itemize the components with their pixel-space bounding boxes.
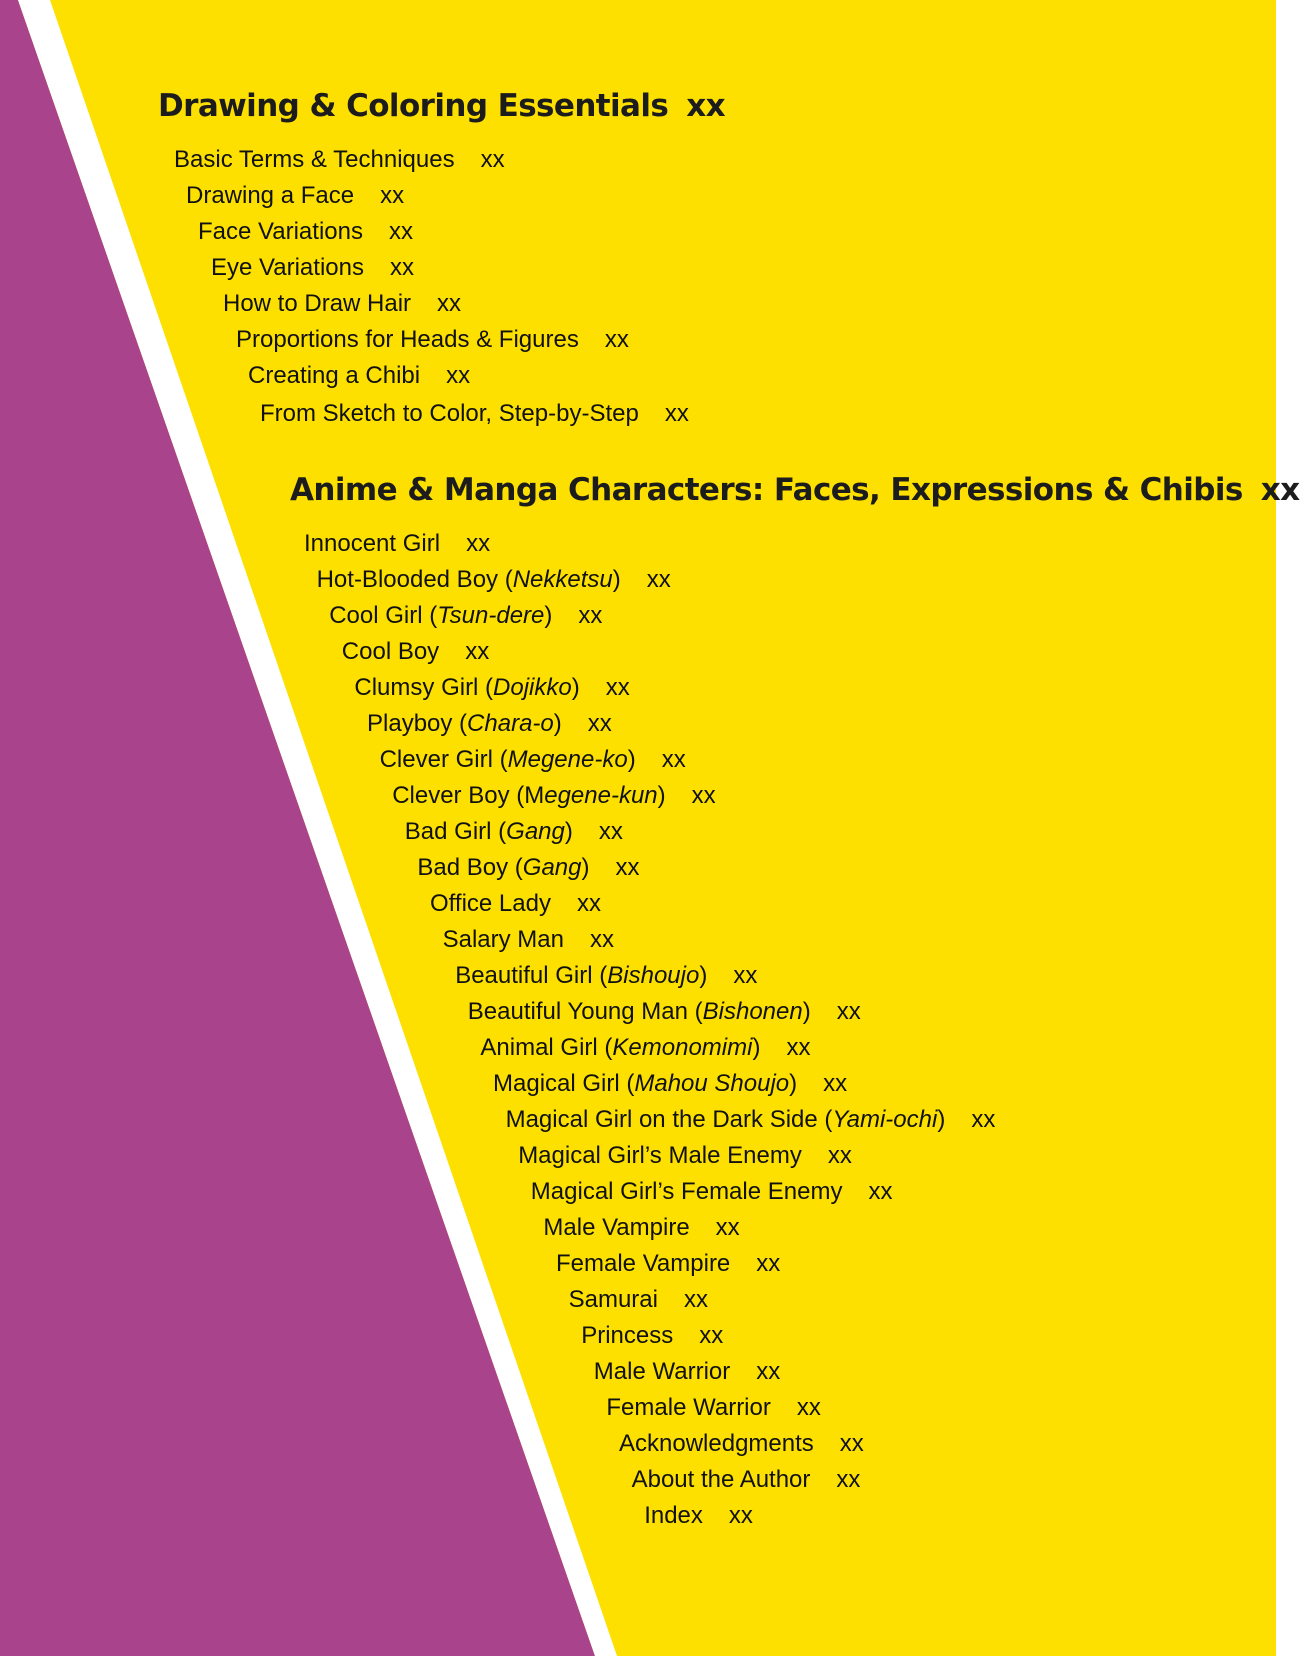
entry-label: Male Vampire <box>543 1214 690 1241</box>
entry-closing-paren: ) <box>612 566 621 593</box>
entry-label: Office Lady <box>430 890 551 917</box>
section-page-number: xx <box>686 88 726 124</box>
toc-entry[interactable] <box>506 1106 996 1134</box>
toc-entry[interactable] <box>198 218 413 246</box>
entry-closing-paren: ) <box>571 674 580 701</box>
entry-japanese-term: Chara-o <box>467 710 554 737</box>
entry-japanese-term: Gang <box>506 818 565 845</box>
toc-entry[interactable] <box>594 1358 780 1386</box>
entry-label: Proportions for Heads & Figures <box>236 326 579 353</box>
entry-label: Princess <box>581 1322 674 1349</box>
section-title-text: Anime & Manga Characters: Faces, Expressions & Chibis <box>290 472 1243 508</box>
entry-closing-paren: ) <box>802 998 811 1025</box>
toc-entry[interactable] <box>606 1394 820 1422</box>
entry-label: Male Warrior <box>593 1358 731 1385</box>
entry-label: Drawing a Face <box>186 182 355 209</box>
entry-page-number: xx <box>615 854 640 881</box>
entry-page-number: xx <box>683 1286 708 1313</box>
toc-entry[interactable] <box>468 998 861 1026</box>
entry-page-number: xx <box>576 890 601 917</box>
toc-entry[interactable] <box>236 326 629 354</box>
entry-japanese-term: egene-kun <box>544 782 658 809</box>
entry-page-number: xx <box>733 962 758 989</box>
entry-page-number: xx <box>664 400 689 427</box>
entry-closing-paren: ) <box>699 962 708 989</box>
toc-entry[interactable] <box>223 290 461 318</box>
entry-label: From Sketch to Color, Step-by-Step <box>260 400 639 427</box>
entry-closing-paren: ) <box>937 1106 946 1133</box>
entry-closing-paren: ) <box>627 746 636 773</box>
entry-page-number: xx <box>388 218 413 245</box>
entry-label: Bad Girl ( <box>404 818 507 845</box>
toc-entry[interactable] <box>392 782 715 810</box>
toc-entry[interactable] <box>380 746 686 774</box>
entry-japanese-term: Yami-ochi <box>832 1106 938 1133</box>
toc-entry[interactable] <box>581 1322 723 1350</box>
entry-closing-paren: ) <box>657 782 666 809</box>
entry-label: Bad Boy ( <box>417 854 523 881</box>
entry-japanese-term: Gang <box>522 854 582 881</box>
entry-page-number: xx <box>578 602 603 629</box>
toc-entry[interactable] <box>329 602 602 630</box>
entry-label: Eye Variations <box>211 254 364 281</box>
entry-label: Clever Girl ( <box>379 746 508 773</box>
toc-entry[interactable] <box>260 400 689 428</box>
entry-label: Basic Terms & Techniques <box>174 146 455 173</box>
entry-page-number: xx <box>691 782 716 809</box>
entry-label: Magical Girl’s Male Enemy <box>518 1142 802 1169</box>
toc-entry[interactable] <box>417 854 639 882</box>
entry-page-number: xx <box>466 530 491 557</box>
entry-page-number: xx <box>823 1070 848 1097</box>
toc-entry[interactable] <box>556 1250 780 1278</box>
toc-entry[interactable] <box>248 362 470 390</box>
entry-japanese-term: Dojikko <box>493 674 572 701</box>
entry-page-number: xx <box>480 146 505 173</box>
entry-label: Clever Boy (M <box>392 782 545 809</box>
entry-label: Face Variations <box>198 218 363 245</box>
entry-label: Acknowledgments <box>619 1430 814 1457</box>
toc-entry[interactable] <box>543 1214 739 1242</box>
toc-entry[interactable] <box>569 1286 708 1314</box>
entry-japanese-term: Bishoujo <box>607 962 700 989</box>
toc-entry[interactable] <box>174 146 505 174</box>
entry-page-number: xx <box>836 998 861 1025</box>
entry-japanese-term: Kemonomimi <box>612 1034 753 1061</box>
entry-page-number: xx <box>699 1322 724 1349</box>
entry-closing-paren: ) <box>553 710 562 737</box>
entry-label: Beautiful Girl ( <box>455 962 608 989</box>
entry-label: Salary Man <box>442 926 564 953</box>
entry-japanese-term: Tsun-dere <box>437 602 545 629</box>
entry-page-number: xx <box>868 1178 893 1205</box>
entry-page-number: xx <box>587 710 612 737</box>
entry-page-number: xx <box>971 1106 996 1133</box>
entry-label: Female Vampire <box>556 1250 731 1277</box>
entry-label: Cool Boy <box>341 638 440 665</box>
toc-entry[interactable] <box>480 1034 810 1062</box>
toc-entry[interactable] <box>443 926 614 954</box>
entry-page-number: xx <box>756 1250 781 1277</box>
toc-entry[interactable] <box>186 182 404 210</box>
entry-label: Innocent Girl <box>304 530 441 557</box>
entry-label: Female Warrior <box>606 1394 771 1421</box>
entry-page-number: xx <box>661 746 686 773</box>
entry-label: Hot-Blooded Boy ( <box>316 566 513 593</box>
toc-entry[interactable] <box>342 638 489 666</box>
toc-entry[interactable] <box>211 254 414 282</box>
toc-entry[interactable] <box>632 1466 861 1494</box>
entry-page-number: xx <box>446 362 471 389</box>
entry-page-number: xx <box>827 1142 852 1169</box>
entry-label: Creating a Chibi <box>248 362 421 389</box>
entry-closing-paren: ) <box>789 1070 798 1097</box>
entry-page-number: xx <box>437 290 462 317</box>
entry-japanese-term: Bishonen <box>702 998 803 1025</box>
entry-label: How to Draw Hair <box>223 290 412 317</box>
entry-page-number: xx <box>465 638 490 665</box>
toc-entry[interactable] <box>304 530 490 558</box>
entry-page-number: xx <box>389 254 414 281</box>
section-title <box>290 472 1300 508</box>
entry-label: About the Author <box>631 1466 811 1493</box>
entry-label: Samurai <box>568 1286 658 1313</box>
entry-page-number: xx <box>836 1466 861 1493</box>
toc-entry[interactable] <box>455 962 757 990</box>
entry-japanese-term: Mahou Shoujo <box>634 1070 790 1097</box>
entry-page-number: xx <box>839 1430 864 1457</box>
entry-label: Clumsy Girl ( <box>354 674 494 701</box>
toc-entry[interactable] <box>619 1430 864 1458</box>
entry-closing-paren: ) <box>564 818 573 845</box>
toc-entry[interactable] <box>493 1070 847 1098</box>
toc-entry[interactable] <box>518 1142 852 1170</box>
section-title <box>158 88 725 124</box>
entry-japanese-term: Megene-ko <box>507 746 628 773</box>
entry-label: Playboy ( <box>367 710 468 737</box>
entry-label: Magical Girl’s Female Enemy <box>530 1178 843 1205</box>
toc-entry[interactable] <box>317 566 671 594</box>
entry-closing-paren: ) <box>544 602 553 629</box>
toc-entry[interactable] <box>354 674 629 702</box>
entry-page-number: xx <box>786 1034 811 1061</box>
entry-label: Index <box>644 1502 703 1529</box>
entry-label: Cool Girl ( <box>329 602 438 629</box>
toc-entry[interactable] <box>405 818 623 846</box>
toc-entry[interactable] <box>367 710 612 738</box>
entry-label: Magical Girl ( <box>493 1070 635 1097</box>
entry-page-number: xx <box>589 926 614 953</box>
entry-page-number: xx <box>756 1358 781 1385</box>
entry-japanese-term: Nekketsu <box>512 566 613 593</box>
entry-label: Beautiful Young Man ( <box>467 998 703 1025</box>
toc-entry[interactable] <box>430 890 601 918</box>
entry-page-number: xx <box>646 566 671 593</box>
entry-label: Magical Girl on the Dark Side ( <box>505 1106 833 1133</box>
entry-page-number: xx <box>604 326 629 353</box>
entry-page-number: xx <box>605 674 630 701</box>
entry-label: Animal Girl ( <box>480 1034 613 1061</box>
entry-closing-paren: ) <box>752 1034 761 1061</box>
toc-entry[interactable] <box>531 1178 893 1206</box>
toc-entry[interactable] <box>644 1502 753 1530</box>
section-title-text: Drawing & Coloring Essentials <box>158 88 669 124</box>
entry-page-number: xx <box>715 1214 740 1241</box>
entry-page-number: xx <box>598 818 623 845</box>
section-page-number: xx <box>1260 472 1300 508</box>
entry-page-number: xx <box>796 1394 821 1421</box>
entry-page-number: xx <box>380 182 405 209</box>
entry-page-number: xx <box>728 1502 753 1529</box>
entry-closing-paren: ) <box>581 854 590 881</box>
